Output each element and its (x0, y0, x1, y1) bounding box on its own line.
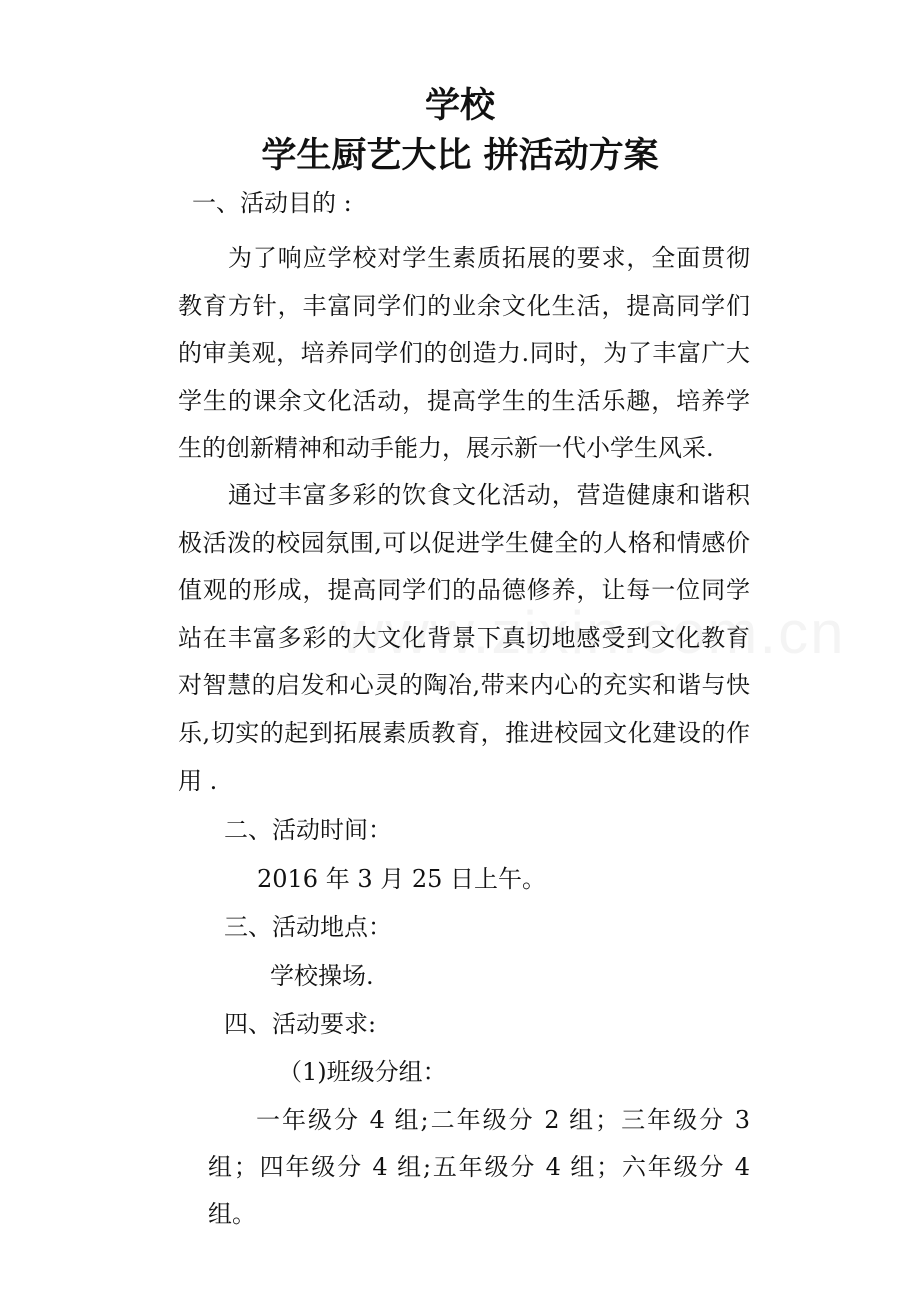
subsection1-body: 一年级分 4 组;二年级分 2 组；三年级分 3 组；四年级分 4 组;五年级分 4 组；六年级分 4 组。 (208, 1106, 750, 1228)
section3-heading: 三、活动地点： (224, 913, 392, 941)
section2-heading: 二、活动时间： (224, 816, 392, 844)
document-title-line2: 学生厨艺大比 拼活动方案 (261, 135, 659, 176)
section3-body: 学校操场. (270, 962, 374, 990)
paragraph-purpose-1: 为了响应学校对学生素质拓展的要求，全面贯彻教育方针，丰富同学们的业余文化生活，提高同学们的审美观，培养同学们的创造力.同时，为了丰富广大学生的课余文化活动，提高学生的生活乐趣，培养学生的创新精神和动手能力，展示新一代小学生风采. (178, 244, 750, 463)
paragraph-purpose-2: 通过丰富多彩的饮食文化活动，营造健康和谐积极活泼的校园氛围,可以促进学生健全的人格和情感价值观的形成，提高同学们的品德修养，让每一位同学站在丰富多彩的大文化背景下真切地感受到文化教育对智慧的启发和心灵的陶冶,带来内心的充实和谐与快乐,切实的起到拓展素质教育，推进校园文化建设的作用 . (178, 481, 750, 795)
section4-heading: 四、活动要求: (224, 1010, 377, 1038)
section2-body: 2016 年 3 月 25 日上午。 (257, 865, 547, 893)
document-title-line1: 学校 (424, 85, 495, 126)
subsection1-heading: （1)班级分组： (278, 1058, 447, 1086)
watermark (340, 598, 845, 667)
section1-heading: 一、活动目的 : (192, 189, 352, 217)
